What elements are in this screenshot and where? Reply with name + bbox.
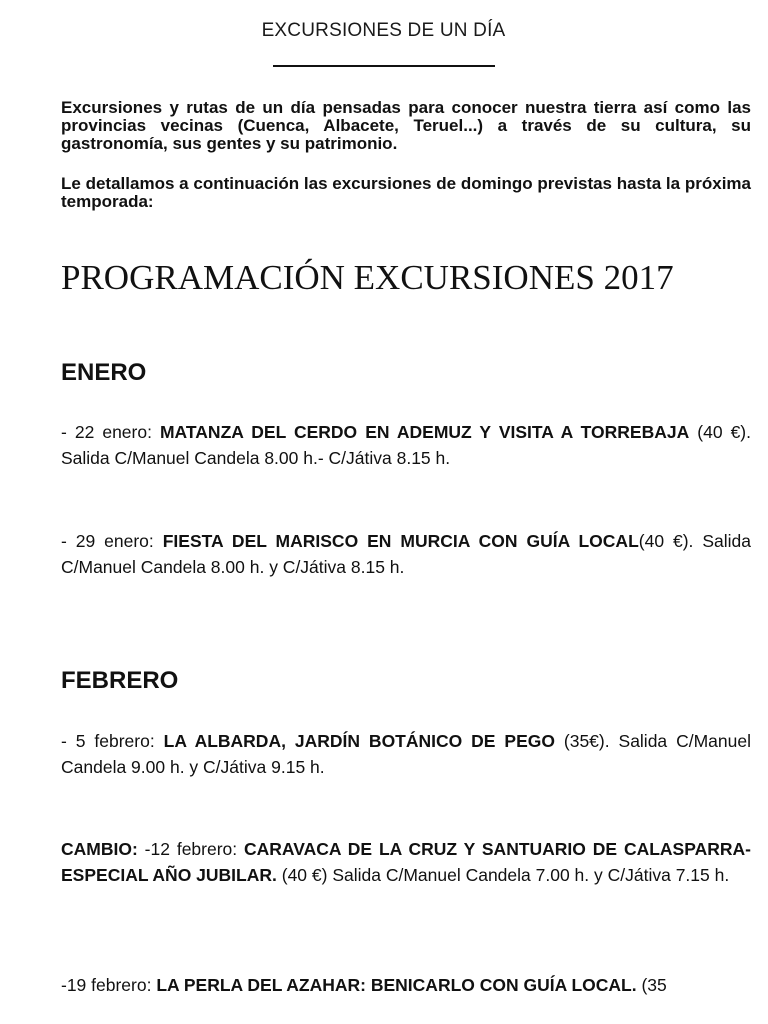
excursion-entry [61, 728, 751, 780]
excursion-entry [61, 836, 751, 888]
entry-title: FIESTA DEL MARISCO EN MURCIA CON GUÍA LOCAL [162, 531, 639, 551]
entry-details: (40 €). Salida C/Manuel Candela 8.00 h. y C/Játiva 8.15 h. [61, 531, 751, 577]
entry-title: CARAVACA DE LA CRUZ Y SANTUARIO DE CALASPARRA- ESPECIAL AÑO JUBILAR. [61, 839, 751, 885]
entry-date: - 22 enero: [61, 422, 160, 442]
entry-details: (35€). Salida C/Manuel Candela 9.00 h. y C/Játiva 9.15 h. [61, 731, 751, 777]
title-underline [273, 65, 495, 67]
entry-title: LA ALBARDA, JARDÍN BOTÁNICO DE PEGO [163, 731, 555, 751]
excursion-entry [61, 528, 751, 580]
entry-details: (40 €) Salida C/Manuel Candela 7.00 h. y C/Játiva 7.15 h. [276, 865, 730, 885]
entry-title: LA PERLA DEL AZAHAR: BENICARLO CON GUÍA LOCAL. [156, 975, 637, 995]
entry-date: - 5 febrero: [61, 731, 164, 751]
page-title: EXCURSIONES DE UN DÍA [261, 20, 506, 41]
entry-title: MATANZA DEL CERDO EN ADEMUZ Y VISITA A TORREBAJA [159, 422, 690, 442]
change-tag: CAMBIO: [61, 839, 138, 859]
entry-date: -12 febrero: [137, 839, 245, 859]
month-heading-enero: ENERO [61, 359, 147, 386]
intro-paragraph-2: Le detallamos a continuación las excursiones de domingo previstas hasta la próxima temporada: [61, 174, 751, 211]
programme-heading: PROGRAMACIÓN EXCURSIONES 2017 [61, 258, 674, 297]
entry-details: (35 [636, 975, 667, 995]
month-heading-febrero: FEBRERO [61, 667, 179, 694]
entry-date: -19 febrero: [61, 975, 157, 995]
excursion-entry [61, 972, 768, 998]
entry-details: (40 €). Salida C/Manuel Candela 8.00 h.- C/Játiva 8.15 h. [61, 422, 751, 468]
intro-paragraph: Excursiones y rutas de un día pensadas para conocer nuestra tierra así como las provincias vecinas (Cuenca, Albacete, Teruel...) a través de su cultura, su gastronomía, sus gentes y su patrimonio. [61, 98, 751, 153]
entry-date: - 29 enero: [61, 531, 163, 551]
excursion-entry [61, 419, 751, 471]
